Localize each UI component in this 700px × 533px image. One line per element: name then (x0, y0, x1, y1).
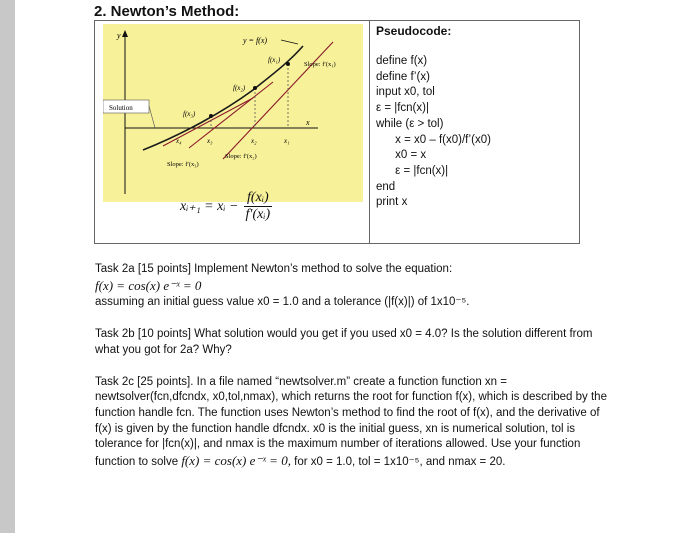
tasks-section (95, 262, 615, 487)
newton-method-figure (103, 24, 363, 202)
newton-formula (180, 190, 273, 223)
task-2a-equation: f(x) = cos(x) e⁻ˣ = 0 (95, 277, 202, 293)
task-2a-assumption: assuming an initial guess value x0 = 1.0 and a tolerance (|f(x)|) of 1x10⁻⁵. (95, 296, 470, 309)
pseudocode-title: Pseudocode: (376, 24, 452, 38)
y-axis-label: y (117, 31, 121, 40)
pseudocode-line: while (ε > tol) (376, 117, 444, 130)
task-2c-tail: for x0 = 1.0, tol = 1x10⁻⁵, and nmax = 20. (294, 456, 506, 469)
x-axis-label: x (306, 118, 310, 127)
pseudocode-line: x0 = x (376, 149, 427, 162)
pseudocode-line: input x0, tol (376, 86, 435, 99)
x2-label: x₂ (251, 137, 257, 145)
pseudocode-line: print x (376, 196, 408, 209)
task-2c-equation: f(x) = cos(x) e⁻ˣ = 0, (181, 453, 291, 469)
formula-numerator: f(xᵢ) (244, 190, 272, 207)
x3-label: x₃ (207, 137, 213, 145)
x4-label: x₄ (176, 137, 182, 145)
point-x3 (209, 114, 213, 118)
task-2c (95, 375, 615, 471)
solution-label: Solution (109, 104, 133, 112)
point-x2 (253, 86, 257, 90)
slope-x3-label: Slope: f′(x₃) (167, 161, 199, 168)
curve-label: y = f(x) (243, 36, 268, 45)
slope-x2-label: Slope: f′(x₂) (225, 153, 257, 160)
formula-denominator: f′(xᵢ) (245, 207, 271, 222)
left-margin-bar (0, 0, 15, 533)
pseudocode-line: ε = |fcn(x)| (376, 164, 449, 177)
task-2a-intro: Task 2a [15 points] Implement Newton’s method to solve the equation: (95, 263, 453, 275)
section-heading: 2. Newton’s Method: (94, 3, 240, 20)
pseudocode-line: end (376, 180, 396, 193)
pseudocode-line: ε = |fcn(x)| (376, 102, 429, 115)
f-x2-label: f(x₂) (233, 84, 246, 92)
task-2b: Task 2b [10 points] What solution would you get if you used x0 = 4.0? Is the solution different from what you got for 2a? Why? (95, 328, 593, 356)
pseudocode-block (376, 54, 491, 211)
pseudocode-line: define f(x) (376, 55, 428, 67)
pseudocode-line: define f’(x) (376, 70, 430, 83)
task-2a (95, 262, 615, 311)
pseudocode-line: x = x0 – f(x0)/f’(x0) (376, 133, 491, 146)
slope-x1-label: Slope: f′(x₁) (304, 61, 336, 68)
formula-lhs: xᵢ₊₁ = xᵢ − (180, 199, 239, 214)
box-divider (369, 20, 370, 244)
x1-label: x₁ (284, 137, 290, 145)
f-x3-label: f(x₃) (183, 110, 196, 118)
f-x1-label: f(x₁) (268, 56, 281, 64)
task-2c-text: Task 2c [25 points]. In a file named “newtsolver.m” create a function function xn = newtsolver(fcn,dfcndx, x0,tol,nmax), which returns the root for function f(x), which is described by the function handle fcn. The function uses Newton’s method to find the root of f(x), and the derivative of f(x) is given by the function handle dfcndx. x0 is the initial guess, xn is numerical solution, tol is tolerance for |fcn(x)|, and nmax is the maximum number of iterations allowed. Use your function function to solve (95, 375, 607, 469)
formula-fraction (243, 190, 274, 223)
point-x1 (286, 62, 290, 66)
